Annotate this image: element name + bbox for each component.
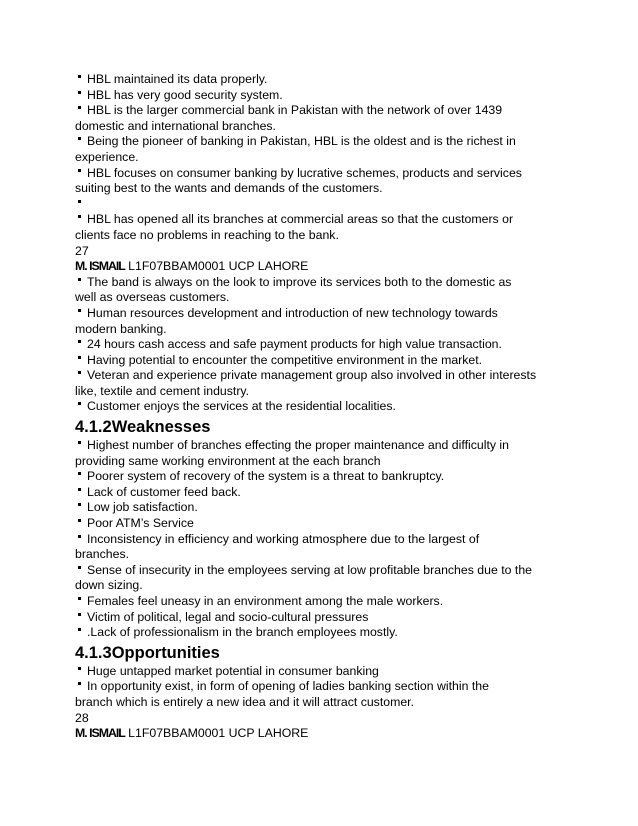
page-number: 27 bbox=[75, 243, 89, 258]
square-bullet-icon bbox=[78, 309, 81, 312]
document-page bbox=[75, 72, 555, 742]
author-id: L1F07BBAM0001 UCP LAHORE bbox=[124, 259, 309, 274]
list-item-text: HBL has very good security system. bbox=[87, 87, 283, 102]
square-bullet-icon bbox=[78, 566, 81, 569]
square-bullet-icon bbox=[78, 91, 81, 94]
list-item-text: clients face no problems in reaching to the bank. bbox=[75, 227, 339, 242]
list-item-text: Low job satisfaction. bbox=[87, 500, 198, 515]
list-item-text: In opportunity exist, in form of opening of ladies banking section within the bbox=[87, 679, 489, 694]
list-item-text: Customer enjoys the services at the residential localities. bbox=[87, 399, 396, 414]
square-bullet-icon bbox=[78, 106, 81, 109]
square-bullet-icon bbox=[78, 441, 81, 444]
list-item-text: 24 hours cash access and safe payment products for high value transaction. bbox=[87, 337, 502, 352]
bullet-list-strengths-1 bbox=[75, 72, 555, 244]
square-bullet-icon bbox=[78, 371, 81, 374]
list-item bbox=[75, 197, 555, 213]
list-item-text: like, textile and cement industry. bbox=[75, 383, 250, 398]
list-item-text: The band is always on the look to improve its services both to the domestic as bbox=[87, 274, 512, 289]
list-item-text: branches. bbox=[75, 547, 130, 562]
list-item-text: well as overseas customers. bbox=[75, 290, 230, 305]
author-name: M. ISMAIL bbox=[75, 726, 125, 741]
list-item-text: Poor ATM’s Service bbox=[87, 516, 194, 531]
list-item-text: .Lack of professionalism in the branch employees mostly. bbox=[87, 625, 398, 640]
list-item-text: suiting best to the wants and demands of the customers. bbox=[75, 181, 383, 196]
square-bullet-icon bbox=[78, 200, 81, 203]
list-item-text: HBL maintained its data properly. bbox=[87, 72, 268, 86]
list-item bbox=[75, 166, 555, 197]
square-bullet-icon bbox=[78, 340, 81, 343]
square-bullet-icon bbox=[78, 667, 81, 670]
list-item bbox=[75, 103, 555, 134]
list-item bbox=[75, 275, 555, 306]
list-item-text: modern banking. bbox=[75, 321, 167, 336]
list-item bbox=[75, 485, 555, 501]
author-line bbox=[75, 259, 555, 275]
square-bullet-icon bbox=[78, 75, 81, 78]
list-item-text: Being the pioneer of banking in Pakistan, HBL is the oldest and is the richest in bbox=[87, 134, 516, 149]
list-item-text: Highest number of branches effecting the proper maintenance and difficulty in bbox=[87, 438, 509, 453]
square-bullet-icon bbox=[78, 472, 81, 475]
square-bullet-icon bbox=[78, 597, 81, 600]
square-bullet-icon bbox=[78, 535, 81, 538]
square-bullet-icon bbox=[78, 488, 81, 491]
list-item bbox=[75, 610, 555, 626]
author-line bbox=[75, 726, 555, 742]
section-heading-opportunities: 4.1.3Opportunities bbox=[75, 643, 220, 662]
list-item bbox=[75, 469, 555, 485]
author-name: M. ISMAIL bbox=[75, 259, 125, 274]
list-item-text: HBL has opened all its branches at commercial areas so that the customers or bbox=[87, 212, 514, 227]
list-item-text: Victim of political, legal and socio-cultural pressures bbox=[87, 609, 369, 624]
list-item-text: Females feel uneasy in an environment among the male workers. bbox=[87, 594, 444, 608]
list-item bbox=[75, 368, 555, 399]
list-item bbox=[75, 399, 555, 415]
list-item bbox=[75, 563, 555, 594]
list-item-text: Lack of customer feed back. bbox=[87, 484, 241, 499]
list-item bbox=[75, 625, 555, 641]
list-item bbox=[75, 532, 555, 563]
square-bullet-icon bbox=[78, 215, 81, 218]
list-item-text: Poorer system of recovery of the system is a threat to bankruptcy. bbox=[87, 469, 445, 484]
list-item bbox=[75, 353, 555, 369]
list-item-text: Sense of insecurity in the employees serving at low profitable branches due to the bbox=[87, 562, 532, 577]
square-bullet-icon bbox=[78, 519, 81, 522]
list-item-text: HBL focuses on consumer banking by lucrative schemes, products and services bbox=[87, 165, 522, 180]
list-item-text: down sizing. bbox=[75, 578, 143, 593]
bullet-list-strengths-2 bbox=[75, 275, 555, 415]
list-item-text: branch which is entirely a new idea and it will attract customer. bbox=[75, 694, 415, 709]
list-item-text: providing same working environment at the each branch bbox=[75, 453, 381, 468]
list-item bbox=[75, 72, 555, 88]
list-item-text: Huge untapped market potential in consumer banking bbox=[87, 663, 379, 678]
square-bullet-icon bbox=[78, 137, 81, 140]
list-item bbox=[75, 134, 555, 165]
square-bullet-icon bbox=[78, 613, 81, 616]
square-bullet-icon bbox=[78, 356, 81, 359]
square-bullet-icon bbox=[78, 682, 81, 685]
list-item-text: Having potential to encounter the competitive environment in the market. bbox=[87, 352, 483, 367]
list-item bbox=[75, 337, 555, 353]
list-item-text: Veteran and experience private management group also involved in other interests bbox=[87, 368, 537, 383]
page-number: 28 bbox=[75, 710, 89, 725]
list-item bbox=[75, 306, 555, 337]
square-bullet-icon bbox=[78, 169, 81, 172]
list-item-text: Inconsistency in efficiency and working atmosphere due to the largest of bbox=[87, 531, 480, 546]
list-item bbox=[75, 500, 555, 516]
section-heading-weaknesses: 4.1.2Weaknesses bbox=[75, 418, 211, 437]
list-item bbox=[75, 516, 555, 532]
list-item-text: Human resources development and introduction of new technology towards bbox=[87, 305, 498, 320]
square-bullet-icon bbox=[78, 402, 81, 405]
bullet-list-opportunities bbox=[75, 664, 555, 711]
list-item bbox=[75, 438, 555, 469]
list-item bbox=[75, 594, 555, 610]
list-item bbox=[75, 679, 555, 710]
author-id: L1F07BBAM0001 UCP LAHORE bbox=[124, 726, 309, 741]
list-item bbox=[75, 664, 555, 680]
square-bullet-icon bbox=[78, 503, 81, 506]
bullet-list-weaknesses bbox=[75, 438, 555, 641]
square-bullet-icon bbox=[78, 628, 81, 631]
list-item-text: HBL is the larger commercial bank in Pakistan with the network of over 1439 bbox=[87, 103, 503, 118]
list-item bbox=[75, 88, 555, 104]
list-item-text: experience. bbox=[75, 149, 139, 164]
list-item bbox=[75, 212, 555, 243]
square-bullet-icon bbox=[78, 278, 81, 281]
list-item-text: domestic and international branches. bbox=[75, 118, 276, 133]
